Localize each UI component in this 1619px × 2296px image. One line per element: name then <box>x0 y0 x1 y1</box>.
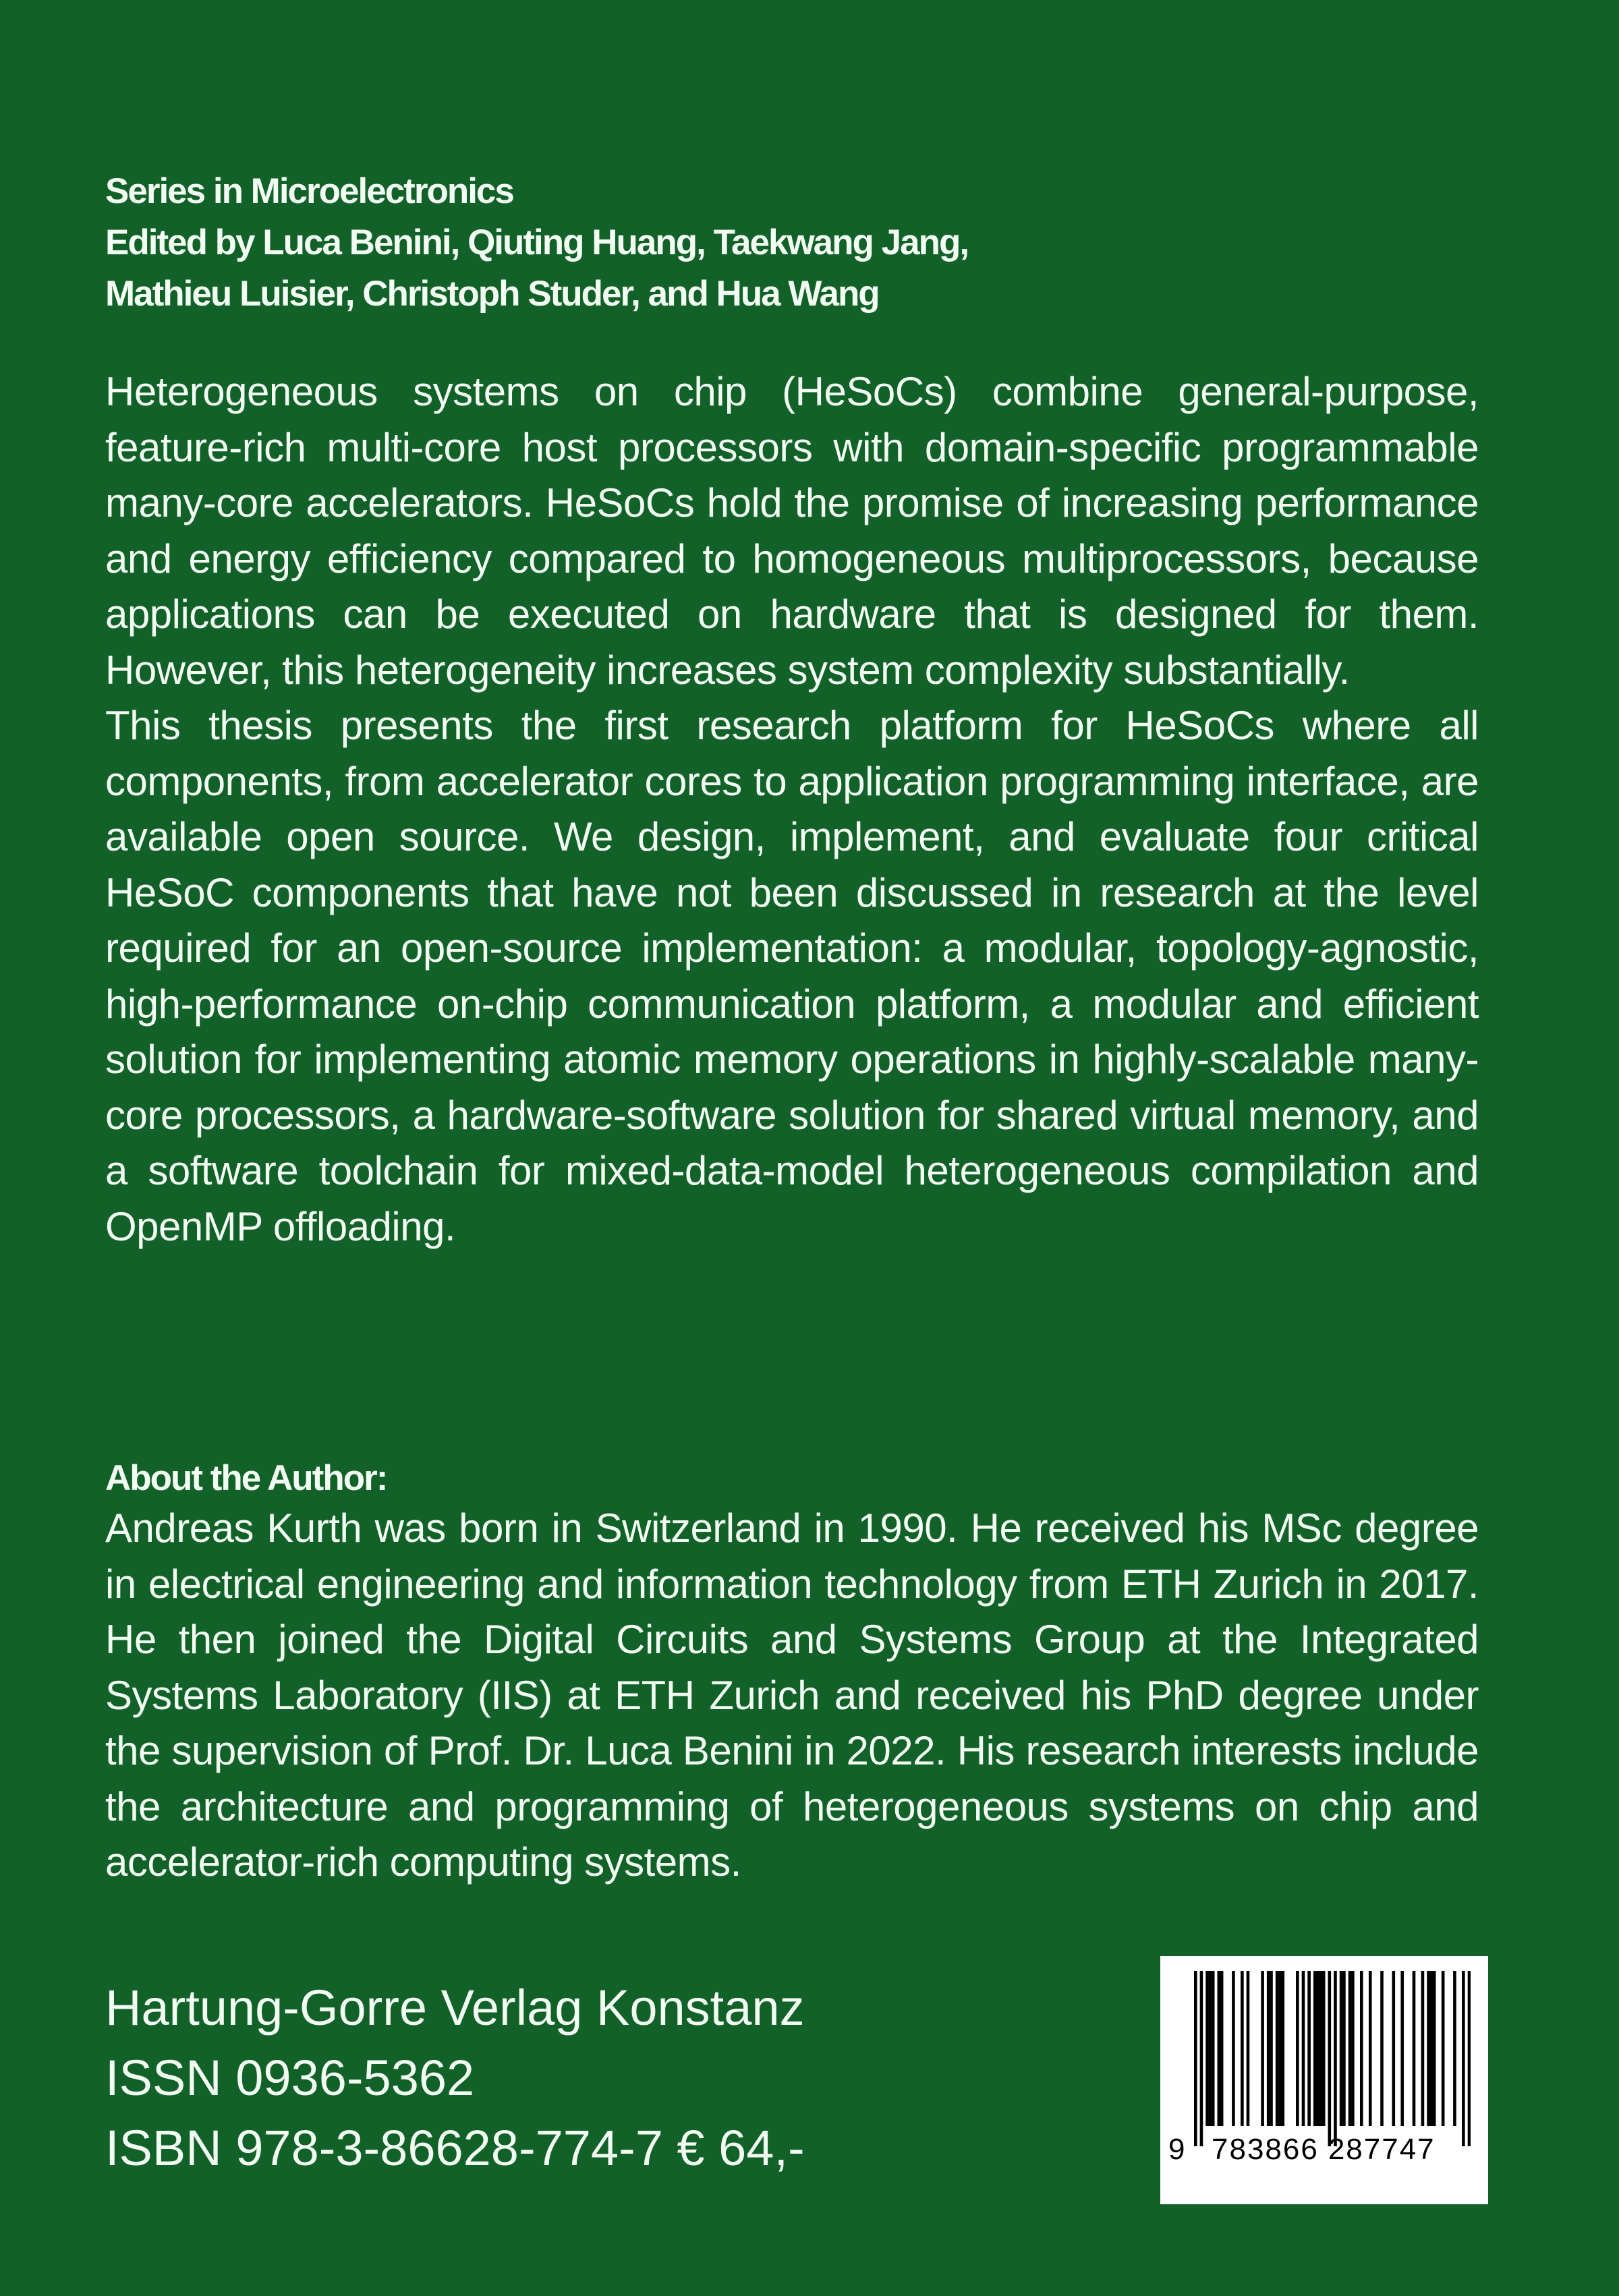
barcode-right-group: 287747 <box>1328 2133 1436 2166</box>
barcode-bar <box>1270 1971 1273 2126</box>
barcode-bar <box>1281 1971 1284 2126</box>
barcode-bar <box>1468 1971 1471 2146</box>
barcode-bar <box>1267 1971 1270 2126</box>
barcode-bar <box>1296 1971 1299 2126</box>
barcode-bar <box>1302 1971 1305 2126</box>
barcode-bar <box>1278 1971 1282 2126</box>
barcode-bar <box>1462 1971 1465 2146</box>
about-author-heading: About the Author: <box>105 1458 387 1498</box>
series-editors-line-1: Edited by Luca Benini, Qiuting Huang, Taekwang Jang, <box>105 223 969 262</box>
barcode-bar <box>1212 1971 1215 2126</box>
barcode-bar <box>1442 1971 1445 2126</box>
barcode-bar <box>1241 1971 1244 2126</box>
series-editors-line-2: Mathieu Luisier, Christoph Studer, and Hua Wang <box>105 274 879 314</box>
barcode-bar <box>1342 1971 1346 2126</box>
series-title: Series in Microelectronics <box>105 171 513 211</box>
barcode-bar <box>1200 1971 1203 2146</box>
barcode-left-group: 783866 <box>1212 2133 1319 2166</box>
abstract-paragraph-2: This thesis presents the first research platform for HeSoCs where all components, from accelerator cores to application programming interface, are available open source. We design, implement, and evaluate four critical HeSoC components that have not been discussed in research at the level required for an open-source implementation: a modular, topology-agnostic, high-performance on-chip communication platform, a modular and efficient solution for implementing atomic memory operations in highly-scalable many-core processors, a hardware-software solution for shared virtual memory, and a software toolchain for mixed-data-model heterogeneous compilation and OpenMP offloading. <box>105 703 1479 1249</box>
barcode-bar <box>1453 1971 1456 2126</box>
barcode-bar <box>1392 1971 1395 2126</box>
barcode-bar <box>1369 1971 1372 2126</box>
publisher-name: Hartung-Gorre Verlag Konstanz <box>105 1980 805 2036</box>
barcode <box>1160 1956 1488 2204</box>
abstract <box>105 364 1479 1255</box>
publisher-info <box>105 1973 805 2183</box>
barcode-bar <box>1209 1971 1212 2126</box>
issn: ISSN 0936-5362 <box>105 2050 475 2106</box>
barcode-bar <box>1261 1971 1264 2126</box>
series-info <box>105 166 1319 320</box>
barcode-bar <box>1319 1971 1323 2126</box>
barcode-bar <box>1427 1971 1430 2126</box>
barcode-bar <box>1232 1971 1235 2126</box>
barcode-bar <box>1218 1971 1221 2126</box>
barcode-bar <box>1348 1971 1352 2126</box>
barcode-digits <box>1168 2133 1479 2166</box>
barcode-bar <box>1276 1971 1279 2126</box>
barcode-bar <box>1433 1971 1436 2126</box>
barcode-bar <box>1400 1971 1404 2126</box>
barcode-bar <box>1421 1971 1425 2126</box>
barcode-first-digit: 9 <box>1168 2133 1185 2166</box>
barcode-bar <box>1307 1971 1311 2126</box>
barcode-bar <box>1316 1971 1319 2126</box>
barcode-bar <box>1380 1971 1384 2126</box>
barcode-bars <box>1194 1971 1471 2146</box>
abstract-paragraph-1: Heterogeneous systems on chip (HeSoCs) combine general-purpose, feature-rich multi-core host processors with domain-specific programmable many-core accelerators. HeSoCs hold the promise of increasing performance and energy efficiency compared to homogeneous multiprocessors, because applications can be executed on hardware that is designed for them. However, this heterogeneity increases system complexity substantially. <box>105 369 1479 693</box>
barcode-bar <box>1322 1971 1326 2126</box>
barcode-bar <box>1334 1971 1337 2146</box>
barcode-bar <box>1313 1971 1317 2126</box>
barcode-bar <box>1220 1971 1224 2126</box>
barcode-bar <box>1413 1971 1416 2126</box>
barcode-bar <box>1351 1971 1355 2126</box>
barcode-bar <box>1430 1971 1433 2126</box>
barcode-bar <box>1247 1971 1250 2126</box>
barcode-bar <box>1340 1971 1343 2126</box>
barcode-bar <box>1205 1971 1209 2126</box>
about-author-text: Andreas Kurth was born in Switzerland in 1990. He received his MSc degree in electrical engineering and information technology from ETH Zurich in 2017. He then joined the Digital Circuits and Systems Group at the Integrated Systems Laboratory (IIS) at ETH Zurich and received his PhD degree under the supervision of Prof. Dr. Luca Benini in 2022. His research interests include the architecture and programming of heterogeneous systems on chip and accelerator-rich computing systems. <box>105 1505 1479 1885</box>
barcode-bar <box>1360 1971 1363 2126</box>
barcode-bar <box>1194 1971 1197 2146</box>
barcode-bar <box>1328 1971 1332 2146</box>
isbn-price: ISBN 978-3-86628-774-7 € 64,- <box>105 2120 805 2176</box>
